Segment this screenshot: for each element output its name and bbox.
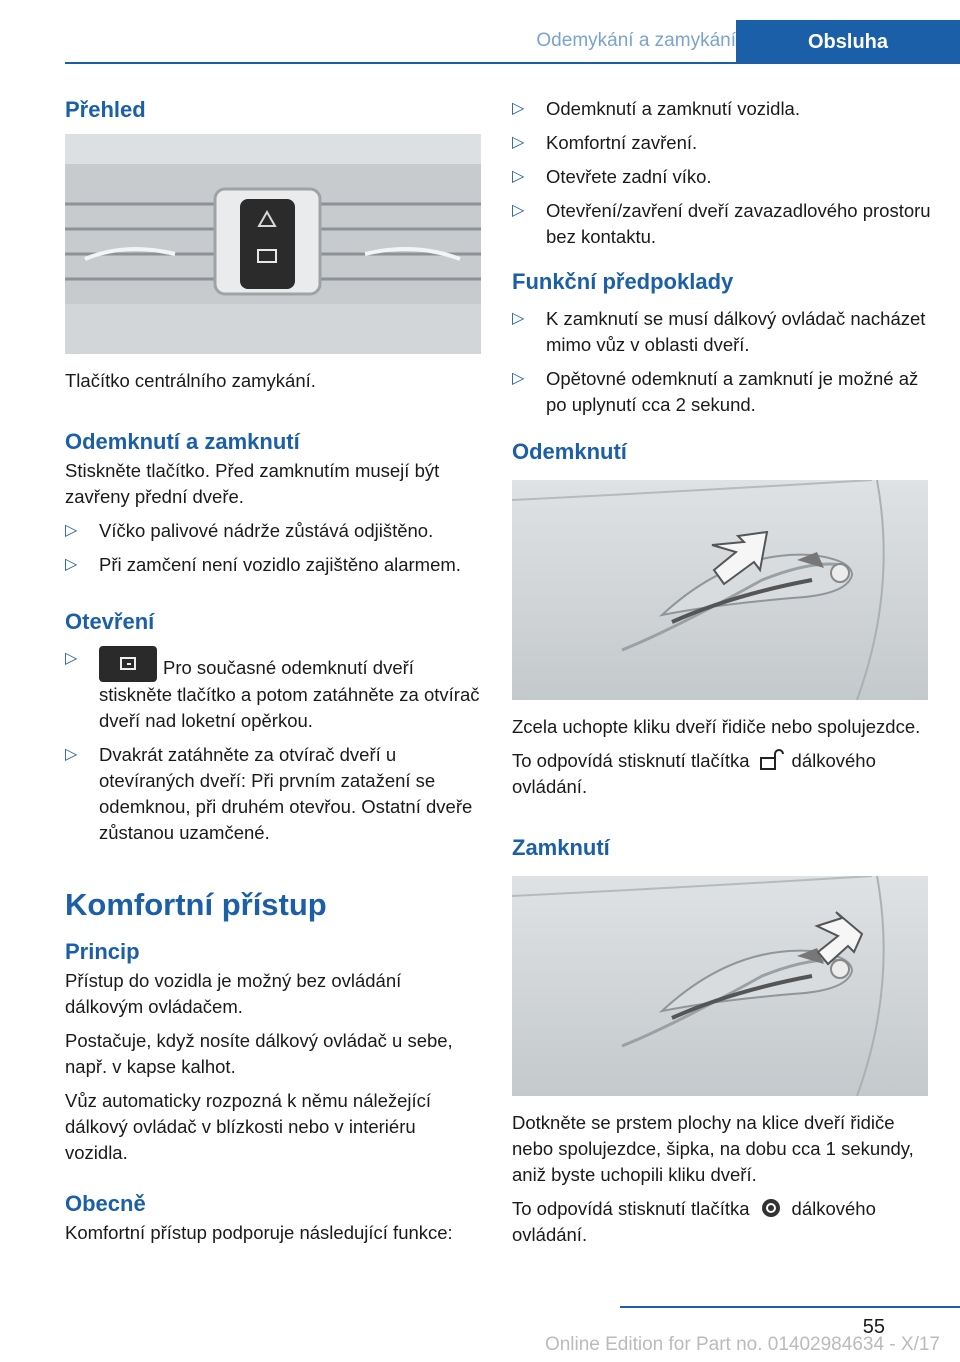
right-column (512, 96, 932, 1256)
principle-heading: Princip (65, 939, 140, 964)
lock-paragraph-1: Dotkněte se prstem plochy na klice dveří řidiče nebo spolujezdce, šipka, na dobu cca 1 sekundy, aniž byste uchopili kliku dveří. (512, 1112, 914, 1185)
lock-unlock-list (65, 518, 481, 578)
edition-watermark: Online Edition for Part no. 01402984634 - X/17 (544, 1334, 940, 1355)
left-column (65, 96, 481, 1254)
header-section-title: Odemykání a zamykání (536, 30, 736, 51)
footer-rule (620, 1306, 960, 1308)
list-item: ▷ Dvakrát zatáhněte za otvírač dveří u otevíraných dveří: Při prvním zatažení se odemknou, při druhém otevřou. Ostatní dveře zůstanou uzamčené. (65, 744, 473, 843)
list-item: ▷ Pro současné odemknutí dveří stiskněte tlačítko a potom zatáhněte za otvírač dveří nad loketní opěrkou. (65, 646, 481, 734)
principle-paragraph-2: Postačuje, když nosíte dálkový ovládač u sebe, např. v kapse kalhot. (65, 1030, 453, 1077)
bullet-icon: ▷ (512, 202, 525, 219)
general-heading: Obecně (65, 1191, 146, 1216)
header-rule (65, 62, 960, 64)
general-text: Komfortní přístup podporuje následující funkce: (65, 1222, 453, 1243)
unlock-paragraph-1: Zcela uchopte kliku dveří řidiče nebo spolujezdce. (512, 716, 921, 737)
bullet-icon: ▷ (65, 746, 78, 763)
bullet-icon: ▷ (512, 100, 525, 117)
bullet-icon: ▷ (65, 522, 78, 539)
principle-paragraph-1: Přístup do vozidla je možný bez ovládání dálkovým ovládačem. (65, 970, 402, 1017)
central-locking-caption: Tlačítko centrálního zamykání. (65, 370, 316, 391)
list-item: ▷ Komfortní zavření. (512, 130, 932, 156)
bullet-icon: ▷ (512, 310, 525, 327)
lock-unlock-text: Stiskněte tlačítko. Před zamknutím musejí být zavřeny přední dveře. (65, 460, 440, 507)
page-number: 55 (862, 1316, 885, 1338)
lock-heading: Zamknutí (512, 835, 610, 860)
lock-handle-figure (512, 876, 928, 1096)
lock-unlock-heading: Odemknutí a zamknutí (65, 429, 300, 454)
unlock-paragraph-2: To odpovídá stisknutí tlačítka dálkového ovládání. (512, 750, 876, 797)
list-item: ▷ Opětovné odemknutí a zamknutí je možné až po uplynutí cca 2 sekund. (512, 368, 919, 415)
prerequisites-list (512, 306, 932, 418)
unlock-handle-figure (512, 480, 928, 700)
bullet-icon: ▷ (512, 168, 525, 185)
bullet-icon: ▷ (512, 370, 525, 387)
central-lock-button-icon (99, 646, 157, 682)
lock-key-icon (758, 1197, 784, 1219)
principle-paragraph-3: Vůz automaticky rozpozná k němu náležející dálkový ovládač v blízkosti nebo v interiéru vozidla. (65, 1090, 432, 1163)
opening-list (65, 646, 481, 846)
bullet-icon: ▷ (512, 134, 525, 151)
lock-paragraph-2: To odpovídá stisknutí tlačítka dálkového ovládání. (512, 1198, 876, 1245)
unlock-key-icon (758, 749, 784, 771)
central-locking-illustration (65, 134, 481, 354)
bullet-icon: ▷ (65, 650, 78, 667)
opening-heading: Otevření (65, 609, 155, 634)
central-locking-figure (65, 134, 481, 354)
list-item: ▷ Při zamčení není vozidlo zajištěno alarmem. (65, 552, 481, 578)
prerequisites-heading: Funkční předpoklady (512, 269, 734, 294)
functions-list (512, 96, 932, 250)
comfort-access-heading: Komfortní přístup (65, 887, 327, 922)
list-item: ▷ K zamknutí se musí dálkový ovládač nacházet mimo vůz v oblasti dveří. (512, 308, 926, 355)
list-item: ▷ Odemknutí a zamknutí vozidla. (512, 96, 932, 122)
header-chapter-tab[interactable]: Obsluha (736, 20, 960, 64)
list-item: ▷ Víčko palivové nádrže zůstává odjištěno. (65, 518, 481, 544)
door-handle-unlock-illustration (512, 480, 928, 700)
door-handle-lock-illustration (512, 876, 928, 1096)
overview-heading: Přehled (65, 97, 146, 122)
list-item: ▷ Otevřete zadní víko. (512, 164, 932, 190)
unlock-heading: Odemknutí (512, 439, 627, 464)
bullet-icon: ▷ (65, 556, 78, 573)
list-item: ▷ Otevření/zavření dveří zavazadlového prostoru bez kontaktu. (512, 200, 931, 247)
